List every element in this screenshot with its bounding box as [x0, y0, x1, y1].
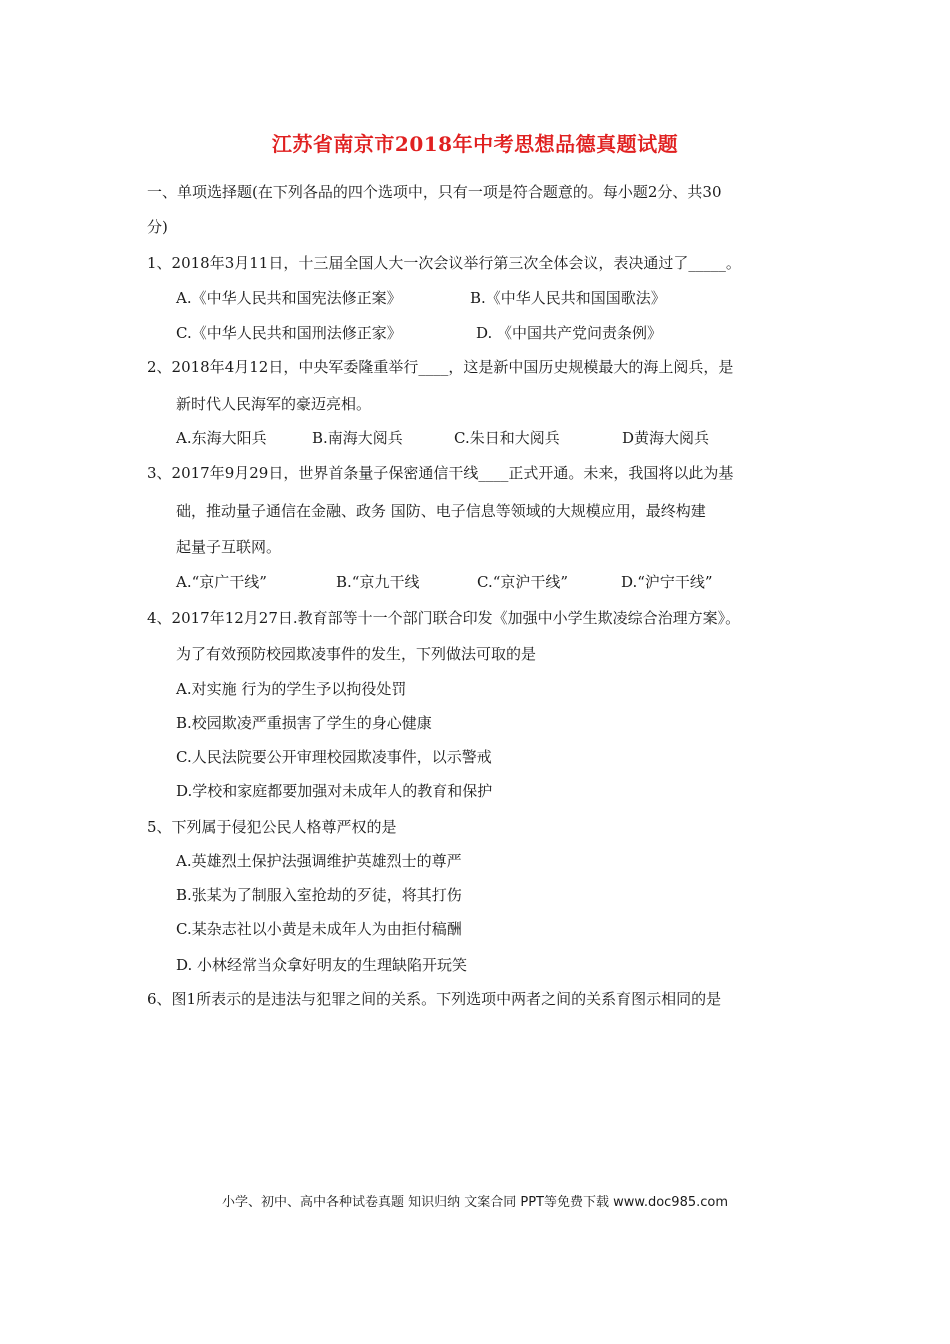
question-1-option-c: C.《中华人民共和国刑法修正家》 [176, 324, 402, 342]
question-3-stem-line-1: 3、2017年9月29日，世界首条量子保密通信干线____正式开通。未来，我国将以此为基 [147, 464, 734, 482]
question-2-option-b: B.南海大阅兵 [312, 429, 403, 447]
question-5-option-d: D. 小林经常当众拿好明友的生理缺陷开玩笑 [176, 956, 468, 974]
section-heading-line-1: 一、单项选择题(在下列各品的四个选项中，只有一项是符合题意的。每小题2分、共30 [147, 183, 722, 201]
question-4-option-d: D.学校和家庭都要加强对未成年人的教育和保护 [176, 782, 493, 800]
question-1-option-a: A.《中华人民共和国宪法修正案》 [176, 289, 402, 307]
question-2-stem-line-2: 新时代人民海军的豪迈亮相。 [176, 395, 372, 413]
question-5-stem: 5、下列属于侵犯公民人格尊严权的是 [147, 818, 397, 836]
question-4-option-b: B.校园欺凌严重损害了学生的身心健康 [176, 714, 432, 732]
question-1-stem: 1、2018年3月11日，十三届全国人大一次会议举行第三次全体会议，表决通过了_____。 [147, 254, 741, 272]
question-1-option-b: B.《中华人民共和国国歌法》 [470, 289, 666, 307]
question-5-option-a: A.英雄烈土保护法强调维护英雄烈士的尊严 [176, 852, 462, 870]
question-4-option-c: C.人民法院要公开审理校园欺凌事件，以示警戒 [176, 748, 492, 766]
question-4-option-a: A.对实施 行为的学生予以拘役处罚 [176, 680, 407, 698]
question-4-stem-line-1: 4、2017年12月27日.教育部等十一个部门联合印发《加强中小学生欺凌综合治理方案》。 [147, 609, 741, 627]
question-2-stem-line-1: 2、2018年4月12日，中央军委隆重举行____，这是新中国历史规模最大的海上阅兵，是 [147, 358, 734, 376]
question-6-stem: 6、图1所表示的是违法与犯罪之间的关系。下列选项中两者之间的关系育图示相同的是 [147, 990, 722, 1008]
question-3-stem-line-3: 起量子互联网。 [176, 538, 282, 556]
question-3-option-c: C.“京沪干线” [477, 573, 569, 591]
document-title: 江苏省南京市2018年中考思想品德真题试题 [271, 132, 679, 156]
section-heading-line-2: 分) [147, 218, 168, 236]
question-5-option-c: C.某杂志社以小黄是未成年人为由拒付稿酬 [176, 920, 462, 938]
question-1-options-row-2 [176, 323, 662, 343]
question-4-stem-line-2: 为了有效预防校园欺凌事件的发生，下列做法可取的是 [176, 645, 537, 663]
question-5-option-b: B.张某为了制服入室抢劫的歹徒，将其打伤 [176, 886, 462, 904]
question-1-option-d: D. 《中国共产党问责条例》 [476, 324, 663, 342]
question-2-option-d: D黄海大阅兵 [622, 429, 710, 447]
page-footer: 小学、初中、高中各种试卷真题 知识归纳 文案合同 PPT等免费下载 www.doc985.com [221, 1195, 729, 1210]
question-3-stem-line-2: 础，推动量子通信在金融、政务 国防、电子信息等领域的大规模应用，最终构建 [176, 502, 706, 520]
question-2-option-a: A.东海大阳兵 [176, 429, 267, 447]
question-3-option-d: D.“沪宁干线” [621, 573, 713, 591]
question-3-option-b: B.“京九干线 [336, 573, 420, 591]
question-2-options-row [176, 428, 709, 448]
question-1-options-row-1 [176, 288, 666, 308]
question-3-option-a: A.“京广干线” [176, 573, 267, 591]
question-3-options-row [176, 572, 713, 592]
question-2-option-c: C.朱日和大阅兵 [454, 429, 560, 447]
